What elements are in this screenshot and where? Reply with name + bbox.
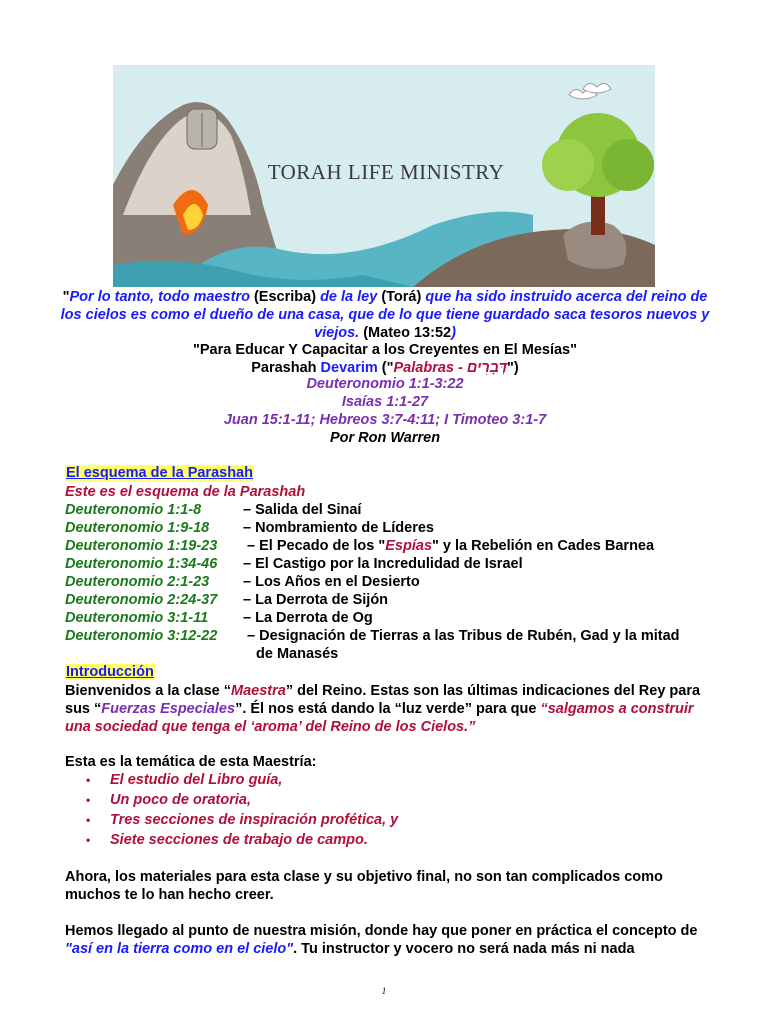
page-number: 1 — [381, 986, 387, 996]
list-item: • Tres secciones de inspiración profética, y — [86, 812, 399, 828]
outline-intro: Este es el esquema de la Parashah — [65, 484, 306, 500]
outline-heading: El esquema de la Parashah — [66, 465, 253, 481]
list-item: • El estudio del Libro guía, — [86, 772, 283, 788]
reading-torah: Deuteronomio 1:1-3:22 — [306, 376, 464, 392]
outline-item: Deuteronomio 2:24-37 – La Derrota de Sijón — [65, 592, 389, 608]
list-item: • Un poco de oratoria, — [86, 792, 251, 808]
banner-image — [113, 65, 655, 287]
outline-item: Deuteronomio 1:1-8 – Salida del Sinaí — [65, 502, 362, 518]
author: Por Ron Warren — [329, 430, 441, 446]
subtitle: "Para Educar Y Capacitar a los Creyentes en El Mesías" — [193, 342, 577, 358]
outline-item: Deuteronomio 3:1-11 – La Derrota de Og — [65, 610, 373, 626]
list-item: • Siete secciones de trabajo de campo. — [86, 832, 368, 848]
outline-item: Deuteronomio 1:19-23 – El Pecado de los "Espías" y la Rebelión en Cades Barnea — [65, 538, 655, 554]
mission-paragraph: Hemos llegado al punto de nuestra misión, donde hay que poner en práctica el concepto de "así en la tierra como en el cielo". Tu instructor y vocero no será nada más ni nada — [65, 923, 698, 957]
parashah-line: Parashah Devarim ("Palabras - דְּבָרִים") — [251, 360, 519, 376]
reading-brit: Juan 15:1-11; Hebreos 3:7-4:11; I Timoteo 3:1-7 — [223, 412, 547, 428]
reading-haftarah: Isaías 1:1-27 — [341, 394, 429, 410]
outline-item-continuation: de Manasés — [256, 646, 339, 662]
outline-item: Deuteronomio 1:9-18 – Nombramiento de Líderes — [65, 520, 434, 536]
intro-paragraph: Bienvenidos a la clase “Maestra” del Reino. Estas son las últimas indicaciones del Rey para sus “Fuerzas Especiales”. Él nos está dando la “luz verde” para que “salgamos a construir una sociedad que tenga el ‘aroma’ del Reino de los Cielos.” — [65, 683, 701, 735]
outline-item: Deuteronomio 3:12-22 – Designación de Tierras a las Tribus de Rubén, Gad y la mitad — [65, 628, 680, 644]
outline-item: Deuteronomio 1:34-46 – El Castigo por la Incredulidad de Israel — [65, 556, 523, 572]
materials-paragraph: Ahora, los materiales para esta clase y su objetivo final, no son tan complicados como muchos te lo han hecho creer. — [65, 869, 663, 903]
banner-title: TORAH LIFE MINISTRY — [267, 160, 505, 184]
outline-item: Deuteronomio 2:1-23 – Los Años en el Desierto — [65, 574, 420, 590]
intro-heading: Introducción — [66, 664, 154, 680]
topics-intro: Esta es la temática de esta Maestría: — [65, 754, 317, 770]
scripture-quote: "Por lo tanto, todo maestro (Escriba) de la ley (Torá) que ha sido instruido acerca del reino de los cielos es como el dueño de una casa, que de lo que tiene guardado saca tesoros nuevos y viejos. (Mateo 13:52) — [60, 289, 710, 341]
